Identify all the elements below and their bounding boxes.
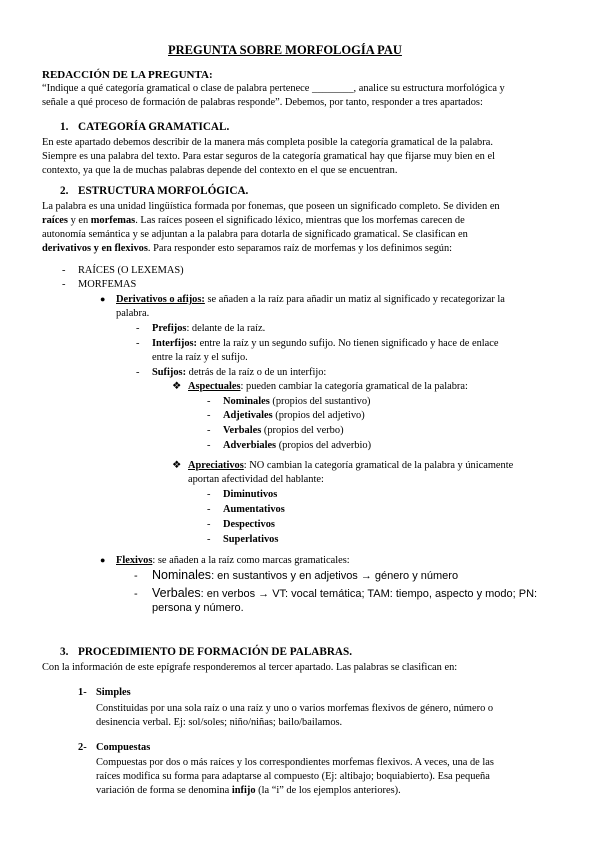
text-run: : delante de la raíz. (186, 323, 266, 334)
sufijos-line (152, 366, 326, 379)
aspectual-label: Adverbiales (223, 440, 277, 451)
text-run: (propios del sustantivo) (269, 396, 371, 407)
apreciativo-item: Diminutivos (223, 489, 278, 500)
paragraph-line: autonomía semántica y se adjuntan a la palabra para dotarla de significado gramatical. Se clasifican en (42, 229, 468, 240)
term-derivativos-flexivos: derivativos y en flexivos (42, 243, 148, 254)
diamond-bullet-icon: ❖ (172, 381, 182, 392)
verbales-label: Verbales (152, 586, 201, 600)
paragraph-line: contexto, ya que la de muchas palabras depende del contexto en el que se encuentran. (42, 165, 398, 176)
redaccion-heading: REDACCIÓN DE LA PREGUNTA: (42, 69, 213, 81)
aspectuales-label: Aspectuales (188, 381, 241, 392)
aspectual-label: Nominales (223, 396, 270, 407)
flexivos-label: Flexivos (116, 555, 153, 566)
bullet-icon: ● (100, 555, 106, 565)
diamond-bullet-icon: ❖ (172, 460, 182, 471)
list-dash: - (207, 410, 211, 421)
nominales-label: Nominales (152, 568, 212, 582)
paragraph-line (42, 214, 465, 227)
aspectual-item (223, 424, 344, 437)
aspectuales-line (188, 380, 468, 393)
apreciativo-item: Aumentativos (223, 504, 285, 515)
list-dash: - (136, 323, 140, 334)
apreciativo-item: Superlativos (223, 534, 279, 545)
text-run: entre la raíz y un segundo sufijo. No tienen significado y hace de enlace (197, 338, 499, 349)
list-dash: - (207, 504, 211, 515)
list-dash: - (136, 367, 140, 378)
paragraph-line: Compuestas por dos o más raíces y los correspondientes morfemas flexivos. A veces, una de las (96, 757, 494, 768)
flexivos-verbales-line: persona y número. (152, 602, 244, 614)
aspectual-item (223, 395, 371, 408)
page-title: PREGUNTA SOBRE MORFOLOGÍA PAU (168, 43, 402, 57)
section-heading: CATEGORÍA GRAMATICAL. (78, 121, 230, 133)
text-run: se añaden a la raíz para añadir un matiz al significado y recategorizar la (204, 294, 505, 305)
flexivos-line (116, 554, 350, 567)
list-dash: - (134, 570, 138, 582)
list-dash: - (207, 534, 211, 545)
prefijos-label: Prefijos (152, 323, 187, 334)
list-dash: - (207, 519, 211, 530)
derivativos-line (116, 293, 505, 306)
section-heading: ESTRUCTURA MORFOLÓGICA. (78, 185, 249, 197)
section-number: 3. (60, 646, 69, 658)
section-heading: PROCEDIMIENTO DE FORMACIÓN DE PALABRAS. (78, 646, 353, 658)
paragraph-line: La palabra es una unidad lingüística formada por fonemas, que poseen un significado completo. Se dividen en (42, 201, 500, 212)
text-run: : pueden cambiar la categoría gramatical de la palabra: (240, 381, 468, 392)
text-run: detrás de la raíz o de un interfijo: (186, 367, 327, 378)
list-dash: - (62, 265, 66, 276)
simples-heading: Simples (96, 687, 131, 698)
section-number: 1. (60, 121, 69, 133)
text-run: : se añaden a la raíz como marcas gramaticales: (152, 555, 350, 566)
text-run: . Para responder esto separamos raíz de morfemas y los definimos según: (147, 243, 453, 254)
list-dash: - (207, 440, 211, 451)
term-infijo: infijo (231, 785, 256, 796)
list-item-morfemas: MORFEMAS (78, 279, 137, 290)
term-raices: raíces (42, 215, 68, 226)
text-run: . Las raíces poseen el significado léxico, mientras que los morfemas carecen de (135, 215, 465, 226)
paragraph-line: En este apartado debemos describir de la manera más completa posible la categoría gramatical de la palabra. (42, 137, 493, 148)
bullet-icon: ● (100, 294, 106, 304)
apreciativo-item: Despectivos (223, 519, 275, 530)
interfijos-line (152, 337, 499, 350)
derivativos-label: Derivativos o afijos: (116, 294, 205, 305)
text-run: (la “i” de los ejemplos anteriores). (255, 785, 401, 796)
text-run: (propios del adverbio) (276, 440, 372, 451)
list-dash: - (207, 425, 211, 436)
derivativos-line: palabra. (116, 308, 150, 319)
paragraph-line: Siempre es una palabra del texto. Para estar seguros de la categoría gramatical hay que fijarse muy bien en el (42, 151, 495, 162)
section-number: 2. (60, 185, 69, 197)
list-dash: - (207, 489, 211, 500)
sufijos-label: Sufijos: (152, 367, 187, 378)
redaccion-line: “Indique a qué categoría gramatical o clase de palabra pertenece ________, analice su estructura morfológica y (42, 83, 505, 94)
interfijos-line: entre la raíz y el sufijo. (152, 352, 248, 363)
aspectual-label: Adjetivales (223, 410, 273, 421)
list-dash: - (62, 279, 66, 290)
text-run: (propios del verbo) (261, 425, 344, 436)
list-number: 2- (78, 742, 87, 753)
flexivos-nominales-line (152, 569, 458, 583)
text-run: : NO cambian la categoría gramatical de la palabra y únicamente (243, 460, 514, 471)
term-morfemas: morfemas (90, 215, 136, 226)
text-run: y en (67, 215, 91, 226)
aspectual-label: Verbales (223, 425, 262, 436)
text-run: : en verbos → VT: vocal temática; TAM: tiempo, aspecto y modo; PN: (200, 588, 538, 600)
aspectual-item (223, 439, 371, 452)
flexivos-verbales-line (152, 587, 537, 601)
text-run: (propios del adjetivo) (272, 410, 365, 421)
paragraph-line: Con la información de este epígrafe responderemos al tercer apartado. Las palabras se clasifican en: (42, 662, 458, 673)
list-dash: - (136, 338, 140, 349)
list-item-raices: RAÍCES (O LEXEMAS) (78, 265, 184, 276)
prefijos-line (152, 322, 265, 335)
paragraph-line (42, 242, 452, 255)
apreciativos-line (188, 459, 513, 472)
interfijos-label: Interfijos: (152, 338, 198, 349)
list-dash: - (134, 588, 138, 600)
apreciativos-label: Apreciativos (188, 460, 244, 471)
paragraph-line: Constituidas por una sola raíz o una raíz y uno o varios morfemas flexivos de género, número o (96, 703, 494, 714)
paragraph-line (96, 784, 401, 797)
compuestas-heading: Compuestas (96, 742, 151, 753)
redaccion-line: señale a qué proceso de formación de palabras responde”. Debemos, por tanto, responder a tres apartados: (42, 97, 483, 108)
paragraph-line: desinencia verbal. Ej: sol/soles; niño/niñas; bailo/bailamos. (96, 717, 343, 728)
paragraph-line: raíces modifica su forma para adaptarse al compuesto (Ej: altibajo; boquiabierto). Esa pequeña (96, 771, 490, 782)
list-dash: - (207, 396, 211, 407)
aspectual-item (223, 409, 365, 422)
text-run: : en sustantivos y en adjetivos → género y número (211, 570, 459, 582)
list-number: 1- (78, 687, 87, 698)
text-run: variación de forma se denomina (96, 785, 232, 796)
apreciativos-line: aportan afectividad del hablante: (188, 474, 324, 485)
